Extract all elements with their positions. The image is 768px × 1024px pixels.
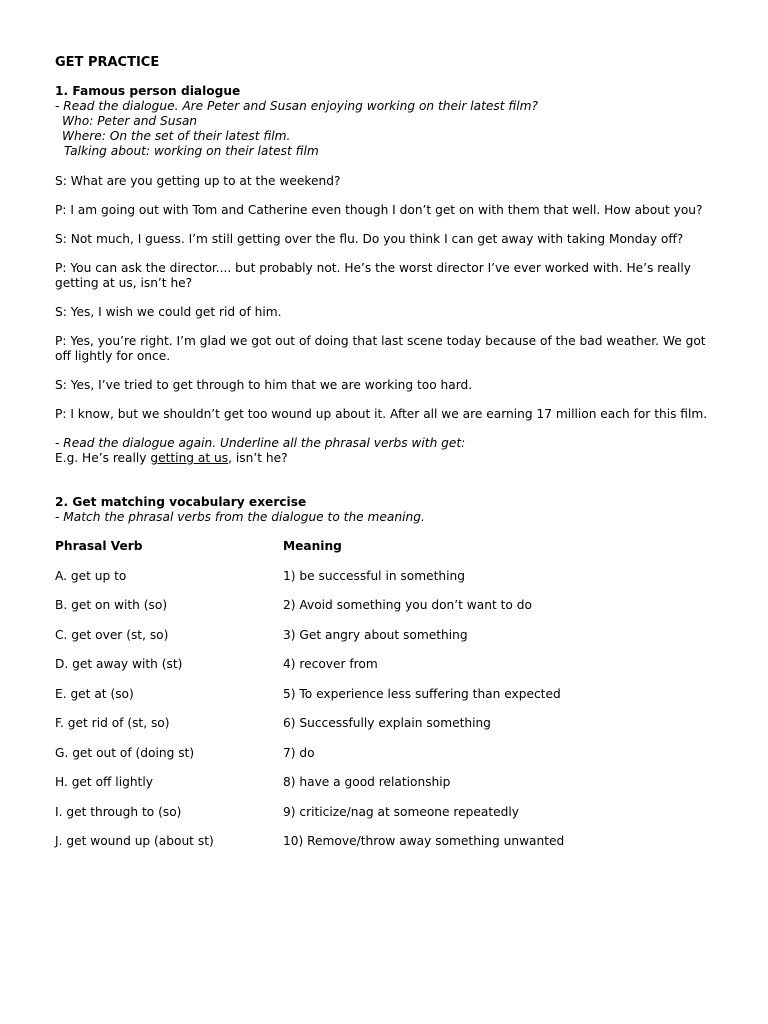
example-underlined-phrase: getting at us xyxy=(150,451,229,465)
table-row xyxy=(55,805,715,835)
section2-heading: 2. Get matching vocabulary exercise xyxy=(55,495,307,509)
example-suffix: , isn’t he? xyxy=(228,451,288,465)
table-row xyxy=(55,775,715,805)
meaning-cell: 10) Remove/throw away something unwanted xyxy=(283,834,565,848)
meaning-cell: 4) recover from xyxy=(283,657,378,671)
phrasal-verb-cell: G. get out of (doing st) xyxy=(55,745,195,760)
table-header-row xyxy=(55,539,715,569)
meaning-cell: 6) Successfully explain something xyxy=(283,716,491,730)
dialogue-line: S: Yes, I’ve tried to get through to him that we are working too hard. xyxy=(55,378,473,392)
example-sentence xyxy=(55,451,715,466)
dialogue-line: P: Yes, you’re right. I’m glad we got out of doing that last scene today because of the bad weather. We got off lightly for once. xyxy=(55,334,706,363)
meaning-cell: 3) Get angry about something xyxy=(283,627,468,642)
document-page xyxy=(55,55,715,864)
table-row xyxy=(55,687,715,717)
phrasal-verb-cell: D. get away with (st) xyxy=(55,657,183,671)
table-row xyxy=(55,716,715,746)
vocabulary-table xyxy=(55,539,715,864)
meaning-cell: 2) Avoid something you don’t want to do xyxy=(283,598,532,612)
meaning-cell: 7) do xyxy=(283,745,315,760)
table-row xyxy=(55,834,715,864)
meaning-cell: 8) have a good relationship xyxy=(283,775,451,789)
table-row xyxy=(55,746,715,776)
meaning-cell: 9) criticize/nag at someone repeatedly xyxy=(283,804,519,819)
dialogue-line: P: I know, but we shouldn’t get too wound up about it. After all we are earning 17 million each for this film. xyxy=(55,407,708,421)
dialogue-line: S: Not much, I guess. I’m still getting over the flu. Do you think I can get away with taking Monday off? xyxy=(55,232,684,246)
table-row xyxy=(55,657,715,687)
context-where: Where: On the set of their latest film. xyxy=(62,129,291,143)
example-prefix: E.g. He’s really xyxy=(55,451,151,465)
phrasal-verb-cell: F. get rid of (st, so) xyxy=(55,716,170,730)
dialogue-line: P: You can ask the director.... but probably not. He’s the worst director I’ve ever worked with. He’s really getting at us, isn’t he? xyxy=(55,261,691,290)
phrasal-verb-cell: J. get wound up (about st) xyxy=(55,834,214,848)
phrasal-verb-cell: E. get at (so) xyxy=(55,686,134,701)
page-title: GET PRACTICE xyxy=(55,55,160,70)
meaning-cell: 1) be successful in something xyxy=(283,568,465,583)
phrasal-verb-cell: I. get through to (so) xyxy=(55,804,182,819)
phrasal-verb-cell: A. get up to xyxy=(55,568,127,583)
section2-instruction: - Match the phrasal verbs from the dialogue to the meaning. xyxy=(55,510,425,524)
phrasal-verb-cell: C. get over (st, so) xyxy=(55,627,169,642)
table-row xyxy=(55,598,715,628)
table-row xyxy=(55,628,715,658)
task2-instruction: - Read the dialogue again. Underline all the phrasal verbs with get: xyxy=(55,436,466,450)
dialogue-line: S: What are you getting up to at the weekend? xyxy=(55,174,341,188)
context-who: Who: Peter and Susan xyxy=(62,114,198,128)
meaning-cell: 5) To experience less suffering than expected xyxy=(283,686,561,701)
table-row xyxy=(55,569,715,599)
column-header-phrasal-verb: Phrasal Verb xyxy=(55,539,143,553)
section1-heading: 1. Famous person dialogue xyxy=(55,84,241,98)
column-header-meaning: Meaning xyxy=(283,539,342,553)
dialogue-line: S: Yes, I wish we could get rid of him. xyxy=(55,305,282,319)
phrasal-verb-cell: B. get on with (so) xyxy=(55,598,168,612)
phrasal-verb-cell: H. get off lightly xyxy=(55,775,153,789)
dialogue-line: P: I am going out with Tom and Catherine even though I don’t get on with them that well. How about you? xyxy=(55,203,703,217)
context-talking-about: Talking about: working on their latest film xyxy=(64,144,319,158)
section1-instruction: - Read the dialogue. Are Peter and Susan enjoying working on their latest film? xyxy=(55,99,539,113)
